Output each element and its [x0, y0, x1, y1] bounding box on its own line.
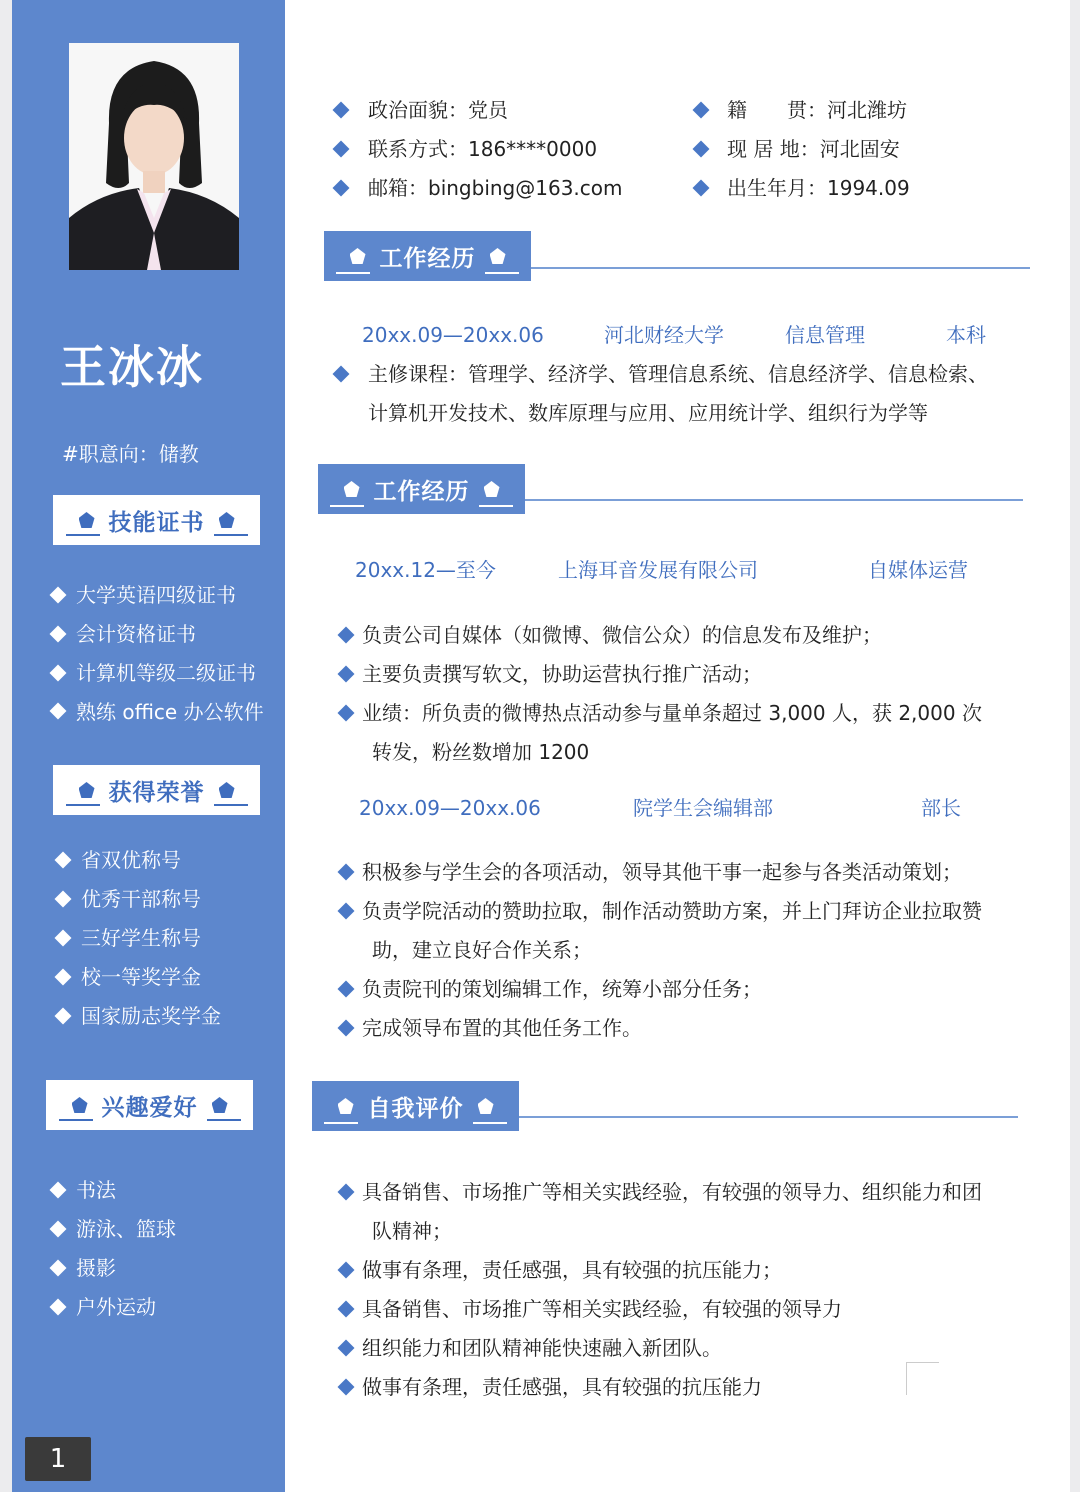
underline	[324, 1122, 358, 1124]
underline	[336, 272, 370, 274]
diamond-bullet-icon	[55, 891, 72, 908]
job1-item: 主要负责撰写软文，协助运营执行推广活动；	[362, 662, 762, 686]
hobby-item: 摄影	[52, 1256, 116, 1280]
job1-item: 业绩：所负责的微博热点活动参与量单条超过 3,000 人，获 2,000 次	[362, 701, 982, 725]
pentagon-icon	[484, 481, 500, 497]
diamond-bullet-icon	[55, 1008, 72, 1025]
job2-item: 完成领导布置的其他任务工作。	[362, 1016, 642, 1040]
job2-item-cont: 助，建立良好合作关系；	[372, 938, 592, 962]
underline	[59, 1119, 93, 1121]
diamond-bullet-icon	[50, 665, 67, 682]
diamond-bullet-icon	[55, 852, 72, 869]
underline	[330, 505, 364, 507]
diamond-bullet-icon	[50, 587, 67, 604]
honor-item: 校一等奖学金	[57, 965, 201, 989]
education-heading	[324, 231, 531, 281]
underline	[207, 1119, 241, 1121]
self-eval-item: 组织能力和团队精神能快速融入新团队。	[362, 1336, 722, 1360]
section-divider	[525, 499, 1023, 501]
pentagon-icon	[490, 248, 506, 264]
edu-period: 20xx.09—20xx.06	[362, 323, 544, 347]
work-title: 工作经历	[373, 478, 470, 505]
edu-courses: 主修课程：管理学、经济学、管理信息系统、信息经济学、信息检索、	[368, 362, 988, 386]
edu-courses-cont: 计算机开发技术、数库原理与应用、应用统计学、组织行为学等	[368, 401, 928, 425]
skill-item-clipped: 熟练 office 办公软件	[52, 700, 264, 710]
hobbies-title: 兴趣爱好	[101, 1094, 198, 1121]
job2-item: 积极参与学生会的各项活动，领导其他干事一起参与各类活动策划；	[362, 860, 962, 884]
job1-item-cont: 转发，粉丝数增加 1200	[372, 740, 590, 764]
job-intent-tagline	[62, 440, 232, 452]
diamond-bullet-icon	[55, 969, 72, 986]
info-birth: 出生年月：1994.09	[727, 176, 910, 200]
diamond-bullet-icon	[50, 1299, 67, 1316]
pentagon-icon	[338, 1098, 354, 1114]
job1-item: 负责公司自媒体（如微博、微信公众）的信息发布及维护；	[362, 623, 882, 647]
skills-title: 技能证书	[108, 509, 205, 536]
diamond-bullet-icon	[50, 1260, 67, 1277]
page-number-badge: 1	[25, 1437, 91, 1481]
pentagon-icon	[350, 248, 366, 264]
honor-item: 省双优称号	[57, 848, 181, 872]
info-political: 政治面貌：党员	[368, 98, 508, 122]
underline	[214, 534, 248, 536]
self-eval-item: 做事有条理，责任感强，具有较强的抗压能力	[362, 1375, 762, 1399]
work-heading	[318, 464, 525, 514]
job2-item: 负责学院活动的赞助拉取，制作活动赞助方案，并上门拜访企业拉取赞	[362, 899, 982, 923]
info-residence: 现 居 地：河北固安	[727, 137, 900, 161]
underline	[485, 272, 519, 274]
job2-period: 20xx.09—20xx.06	[359, 796, 541, 820]
pentagon-icon	[219, 782, 235, 798]
origin-value: 河北潍坊	[827, 98, 907, 122]
info-origin	[727, 98, 907, 122]
edu-school: 河北财经大学	[604, 323, 724, 347]
honors-heading	[53, 765, 260, 815]
honors-title: 获得荣誉	[108, 779, 205, 806]
underline	[66, 804, 100, 806]
underline	[214, 804, 248, 806]
hobby-item: 书法	[52, 1178, 116, 1202]
profile-photo	[69, 43, 239, 270]
job2-org: 院学生会编辑部	[633, 796, 773, 820]
diamond-bullet-icon	[55, 930, 72, 947]
job1-period: 20xx.12—至今	[355, 558, 496, 582]
diamond-bullet-icon	[50, 1221, 67, 1238]
hobby-item: 游泳、篮球	[52, 1217, 176, 1241]
pentagon-icon	[212, 1097, 228, 1113]
pentagon-icon	[79, 512, 95, 528]
honor-item: 三好学生称号	[57, 926, 201, 950]
self-eval-item: 做事有条理，责任感强，具有较强的抗压能力；	[362, 1258, 782, 1282]
job1-company: 上海耳音发展有限公司	[558, 558, 758, 582]
skills-heading	[53, 495, 260, 545]
self-eval-title: 自我评价	[367, 1095, 464, 1122]
self-eval-item: 具备销售、市场推广等相关实践经验，有较强的领导力	[362, 1297, 842, 1321]
self-eval-heading	[312, 1081, 519, 1131]
job2-role: 部长	[921, 796, 961, 820]
diamond-bullet-icon	[50, 1182, 67, 1199]
job1-role: 自媒体运营	[868, 558, 968, 582]
honor-item: 优秀干部称号	[57, 887, 201, 911]
skill-item: 大学英语四级证书	[52, 583, 236, 607]
underline	[473, 1122, 507, 1124]
self-eval-item-cont: 队精神；	[372, 1219, 452, 1243]
self-eval-item: 具备销售、市场推广等相关实践经验，有较强的领导力、组织能力和团	[362, 1180, 982, 1204]
pentagon-icon	[79, 782, 95, 798]
underline	[66, 534, 100, 536]
candidate-name: 王冰冰	[60, 340, 204, 394]
hobbies-heading	[46, 1080, 253, 1130]
pentagon-icon	[478, 1098, 494, 1114]
pentagon-icon	[219, 512, 235, 528]
job2-item: 负责院刊的策划编辑工作，统筹小部分任务；	[362, 977, 762, 1001]
section-divider	[519, 1116, 1018, 1118]
underline	[479, 505, 513, 507]
skill-item: 计算机等级二级证书	[52, 661, 256, 685]
info-email: 邮箱：bingbing@163.com	[368, 176, 623, 200]
diamond-bullet-icon	[50, 626, 67, 643]
skill-item: 会计资格证书	[52, 622, 196, 646]
crop-mark	[906, 1362, 939, 1395]
honor-item: 国家励志奖学金	[57, 1004, 221, 1028]
pentagon-icon	[72, 1097, 88, 1113]
section-divider	[531, 267, 1030, 269]
info-contact: 联系方式：186****0000	[368, 137, 598, 161]
pentagon-icon	[344, 481, 360, 497]
education-title: 工作经历	[379, 245, 476, 272]
hobby-item: 户外运动	[52, 1295, 156, 1319]
edu-major: 信息管理	[785, 323, 865, 347]
edu-degree: 本科	[946, 323, 986, 347]
origin-label: 籍 贯：	[727, 98, 827, 122]
